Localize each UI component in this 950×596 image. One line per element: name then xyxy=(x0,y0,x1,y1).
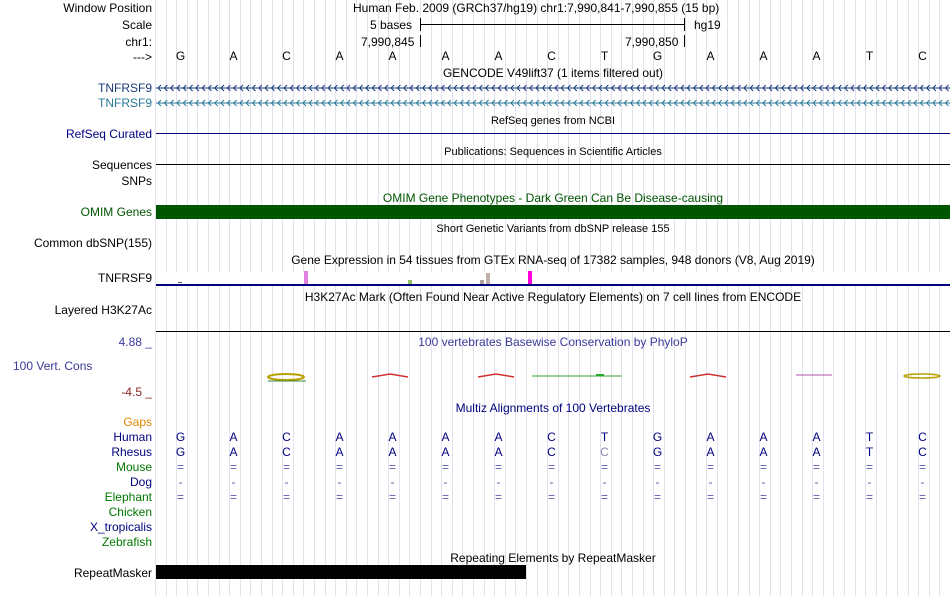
sequence-base: C xyxy=(918,49,927,63)
alignment-base: T xyxy=(600,430,609,444)
alignment-base: = xyxy=(865,460,873,474)
alignment-base: = xyxy=(494,460,502,474)
alignment-base: - xyxy=(761,475,766,489)
alignment-base: - xyxy=(284,475,289,489)
alignment-base: G xyxy=(652,445,663,459)
sequence-base: G xyxy=(652,49,663,63)
alignment-base: = xyxy=(494,490,502,504)
gaps-label[interactable]: Gaps xyxy=(123,415,152,429)
alignment-base: = xyxy=(600,460,608,474)
alignment-base: - xyxy=(231,475,236,489)
gtex-gene-label[interactable]: TNFRSF9 xyxy=(98,271,152,285)
alignment-base: A xyxy=(229,445,238,459)
species-label[interactable]: Dog xyxy=(129,475,152,489)
alignment-base: = xyxy=(441,460,449,474)
alignment-base: - xyxy=(920,475,925,489)
alignment-base: C xyxy=(918,430,927,444)
alignment-base: = xyxy=(812,490,820,504)
alignment-base: A xyxy=(759,445,768,459)
alignment-base: = xyxy=(441,490,449,504)
alignment-base: = xyxy=(547,490,555,504)
gene-track-tnfrsf9-2[interactable] xyxy=(156,98,950,108)
alignment-base: - xyxy=(337,475,342,489)
alignment-base: = xyxy=(335,460,343,474)
gtex-bar-1[interactable] xyxy=(304,271,308,284)
sequence-base: A xyxy=(335,49,344,63)
dbsnp-track-title[interactable]: Short Genetic Variants from dbSNP release 155 xyxy=(436,223,670,235)
alignment-base: - xyxy=(655,475,660,489)
alignment-base: = xyxy=(918,460,926,474)
alignment-base: A xyxy=(494,430,503,444)
strand-label: ---> xyxy=(133,50,152,64)
sequence-base: T xyxy=(600,49,609,63)
alignment-base: - xyxy=(178,475,183,489)
alignment-base: - xyxy=(814,475,819,489)
gtex-gene-line xyxy=(156,284,950,286)
alignment-base: = xyxy=(388,490,396,504)
sequence-base: A xyxy=(494,49,503,63)
position-tick-1: 7,990,845 xyxy=(361,35,415,49)
alignment-base: A xyxy=(335,430,344,444)
alignment-base: A xyxy=(759,430,768,444)
gtex-bar-5[interactable] xyxy=(528,271,532,284)
gtex-track-title[interactable]: Gene Expression in 54 tissues from GTEx RNA-seq of 17382 samples, 948 donors (V8, Aug 2019) xyxy=(291,253,815,267)
scale-text: 5 bases xyxy=(370,18,413,32)
sequence-base: C xyxy=(547,49,556,63)
alignment-base: G xyxy=(175,430,186,444)
species-label[interactable]: Elephant xyxy=(104,490,152,504)
alignment-base: = xyxy=(759,460,767,474)
h3k27ac-track-title[interactable]: H3K27Ac Mark (Often Found Near Active Regulatory Elements) on 7 cell lines from ENCODE xyxy=(304,290,802,304)
phylop-plot[interactable] xyxy=(156,368,950,388)
sequences-label[interactable]: Sequences xyxy=(91,158,152,172)
phylop-track-title[interactable]: 100 vertebrates Basewise Conservation by PhyloP xyxy=(418,335,688,349)
alignment-base: = xyxy=(706,490,714,504)
window-position-label: Window Position xyxy=(63,1,152,15)
tick-mark-2 xyxy=(684,35,685,47)
alignment-base: T xyxy=(865,445,874,459)
sequence-base: A xyxy=(388,49,397,63)
alignment-base: = xyxy=(547,460,555,474)
alignment-base: C xyxy=(282,430,291,444)
alignment-base: = xyxy=(176,490,184,504)
alignment-base: - xyxy=(602,475,607,489)
alignment-base: G xyxy=(175,445,186,459)
alignment-base: G xyxy=(652,430,663,444)
sequence-base: G xyxy=(175,49,186,63)
sequence-base: A xyxy=(812,49,821,63)
repeatmasker-track-title[interactable]: Repeating Elements by RepeatMasker xyxy=(450,551,656,565)
multiz-track-title[interactable]: Multiz Alignments of 100 Vertebrates xyxy=(455,401,651,415)
scale-bar-right-cap xyxy=(684,18,685,31)
alignment-base: A xyxy=(706,430,715,444)
alignment-base: A xyxy=(441,445,450,459)
alignment-base: C xyxy=(547,430,556,444)
snps-label[interactable]: SNPs xyxy=(121,174,152,188)
alignment-base: = xyxy=(335,490,343,504)
sequence-base: A xyxy=(229,49,238,63)
layered-h3k27ac-label[interactable]: Layered H3K27Ac xyxy=(54,303,152,317)
h3k27ac-baseline xyxy=(156,331,950,332)
tick-mark-1 xyxy=(420,35,421,47)
alignment-base: - xyxy=(549,475,554,489)
phylop-max-label: 4.88 _ xyxy=(118,335,152,349)
gtex-bar-4[interactable] xyxy=(486,273,490,284)
sequence-base: A xyxy=(706,49,715,63)
alignment-base: = xyxy=(282,460,290,474)
alignment-base: A xyxy=(388,445,397,459)
gene-label-tnfrsf9-2[interactable]: TNFRSF9 xyxy=(98,96,152,110)
alignment-base: A xyxy=(812,445,821,459)
omim-track-title[interactable]: OMIM Gene Phenotypes - Dark Green Can Be Disease-causing xyxy=(382,191,724,205)
alignment-base: - xyxy=(708,475,713,489)
species-label[interactable]: Mouse xyxy=(115,460,152,474)
alignment-base: = xyxy=(388,460,396,474)
alignment-base: = xyxy=(653,460,661,474)
publications-track-title[interactable]: Publications: Sequences in Scientific Articles xyxy=(444,146,662,158)
sequences-line xyxy=(156,164,950,165)
sequence-base: A xyxy=(441,49,450,63)
alignment-base: = xyxy=(759,490,767,504)
omim-gene-bar[interactable] xyxy=(156,205,950,219)
repeat-element-bar[interactable] xyxy=(156,565,526,579)
alignment-base: = xyxy=(918,490,926,504)
alignment-base: = xyxy=(706,460,714,474)
refseq-track-title[interactable]: RefSeq genes from NCBI xyxy=(490,115,616,127)
repeatmasker-label[interactable]: RepeatMasker xyxy=(73,566,152,580)
alignment-base: C xyxy=(918,445,927,459)
sequence-base: A xyxy=(759,49,768,63)
alignment-base: = xyxy=(229,490,237,504)
common-dbsnp-label[interactable]: Common dbSNP(155) xyxy=(33,236,152,250)
position-tick-2: 7,990,850 xyxy=(625,35,679,49)
alignment-base: C xyxy=(282,445,291,459)
alignment-base: A xyxy=(812,430,821,444)
alignment-base: = xyxy=(282,490,290,504)
alignment-base: A xyxy=(388,430,397,444)
alignment-base: = xyxy=(865,490,873,504)
alignment-base: = xyxy=(600,490,608,504)
sequence-base: T xyxy=(865,49,874,63)
scale-label: Scale xyxy=(121,18,152,32)
gencode-track-title[interactable]: GENCODE V49lift37 (1 items filtered out) xyxy=(442,66,664,80)
phylop-track-label[interactable]: 100 Vert. Cons xyxy=(13,359,93,373)
alignment-base: = xyxy=(653,490,661,504)
alignment-base: A xyxy=(441,430,450,444)
species-label[interactable]: Rhesus xyxy=(111,445,152,459)
species-label[interactable]: Human xyxy=(113,430,152,444)
scale-db: hg19 xyxy=(694,18,721,32)
alignment-base: T xyxy=(865,430,874,444)
alignment-base: A xyxy=(229,430,238,444)
alignment-base: C xyxy=(547,445,556,459)
alignment-base: = xyxy=(229,460,237,474)
alignment-base: A xyxy=(494,445,503,459)
alignment-base: - xyxy=(390,475,395,489)
alignment-base: A xyxy=(335,445,344,459)
gene-track-tnfrsf9-1[interactable] xyxy=(156,83,950,93)
alignment-base: - xyxy=(496,475,501,489)
species-label[interactable]: Chicken xyxy=(108,505,152,519)
window-position-text: Human Feb. 2009 (GRCh37/hg19) chr1:7,990,841-7,990,855 (15 bp) xyxy=(353,1,720,15)
refseq-line xyxy=(156,133,950,134)
alignment-base: = xyxy=(812,460,820,474)
alignment-base: A xyxy=(706,445,715,459)
refseq-curated-label[interactable]: RefSeq Curated xyxy=(65,127,152,141)
alignment-base: - xyxy=(443,475,448,489)
gtex-bar-6[interactable] xyxy=(178,282,182,283)
species-label[interactable]: X_tropicalis xyxy=(89,520,152,534)
chrom-label: chr1: xyxy=(125,35,152,49)
alignment-base: = xyxy=(176,460,184,474)
scale-bar xyxy=(421,24,684,25)
omim-genes-label[interactable]: OMIM Genes xyxy=(80,205,152,219)
phylop-min-label: -4.5 _ xyxy=(121,385,152,399)
gene-label-tnfrsf9-1[interactable]: TNFRSF9 xyxy=(98,81,152,95)
species-label[interactable]: Zebrafish xyxy=(101,535,152,549)
alignment-base: - xyxy=(867,475,872,489)
scale-bar-left-cap xyxy=(420,18,421,31)
sequence-base: C xyxy=(282,49,291,63)
alignment-base: C xyxy=(600,445,609,459)
